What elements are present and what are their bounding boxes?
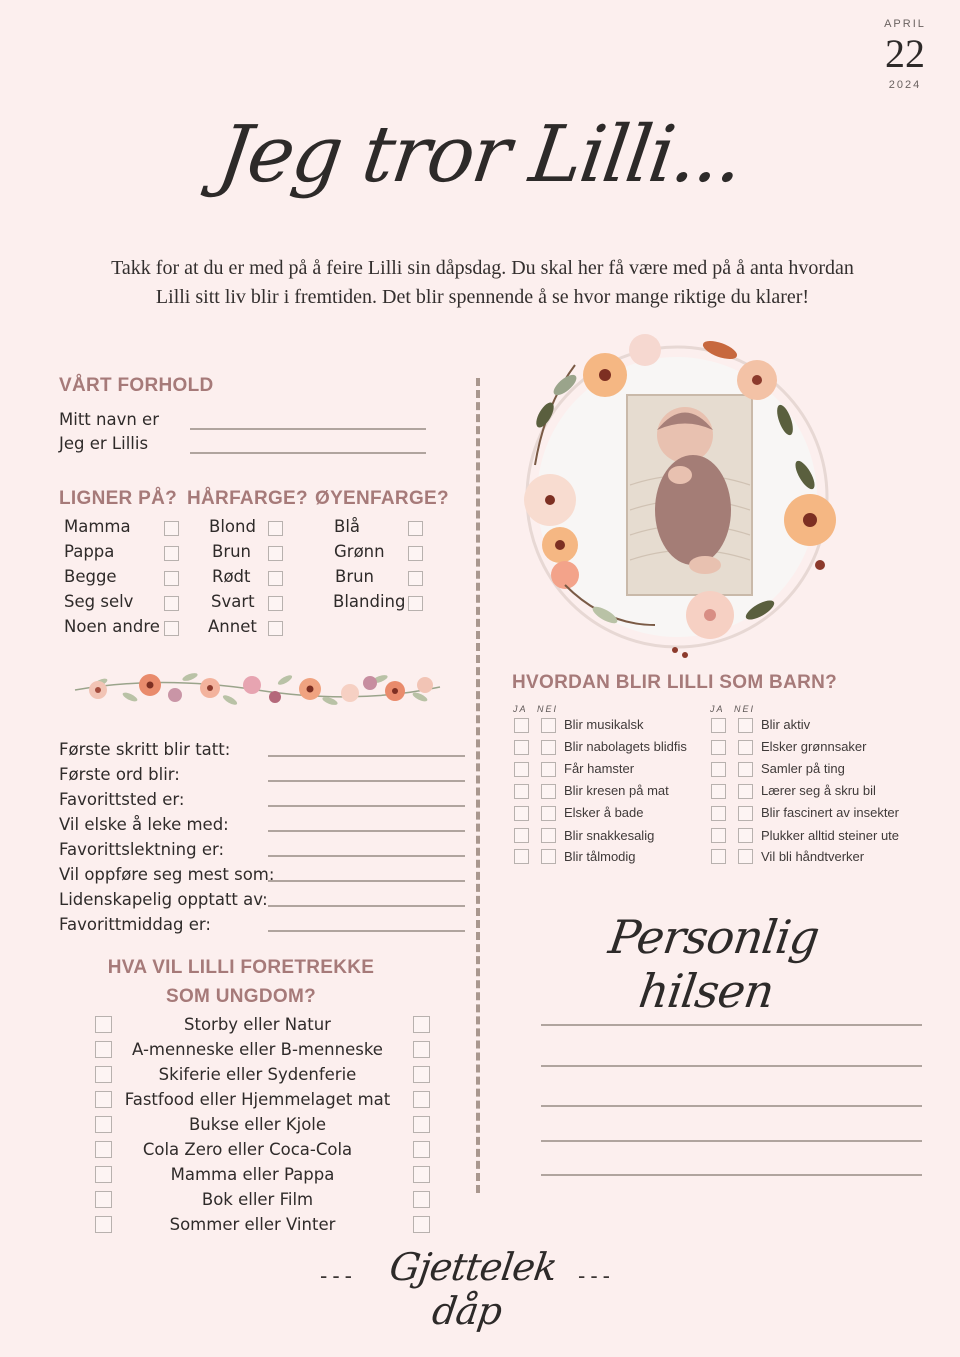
relationship-field-line[interactable]	[190, 452, 426, 454]
child-yes-checkbox[interactable]	[514, 784, 529, 799]
youth-checkbox-right[interactable]	[413, 1091, 430, 1108]
trait-option-label: Blond	[209, 517, 256, 536]
trait-option-label: Brun	[212, 542, 252, 561]
youth-option: A-menneske eller B-menneske	[132, 1040, 383, 1059]
child-heading: HVORDAN BLIR LILLI SOM BARN?	[512, 672, 838, 693]
relationship-field-label: Mitt navn er	[59, 410, 159, 429]
youth-option: Bok eller Film	[201, 1190, 314, 1209]
trait-option-label: Annet	[208, 617, 257, 636]
trait-option-label: Grønn	[334, 542, 385, 561]
child-item-label: Vil bli håndtverker	[761, 849, 865, 864]
trait-option-label: Pappa	[64, 542, 115, 561]
child-yes-checkbox[interactable]	[711, 849, 726, 864]
trait-option-label: Brun	[335, 567, 375, 586]
yes-label-right: JA	[710, 704, 725, 714]
prediction-line[interactable]	[268, 880, 465, 882]
trait-checkbox[interactable]	[268, 546, 283, 561]
greeting-line[interactable]	[541, 1105, 922, 1107]
youth-checkbox-left[interactable]	[95, 1091, 112, 1108]
youth-checkbox-left[interactable]	[95, 1191, 112, 1208]
trait-checkbox[interactable]	[268, 596, 283, 611]
trait-option-label: Rødt	[212, 567, 251, 586]
prediction-label: Vil elske å leke med:	[59, 815, 229, 834]
youth-checkbox-right[interactable]	[413, 1141, 430, 1158]
child-no-checkbox[interactable]	[541, 784, 556, 799]
youth-checkbox-left[interactable]	[95, 1216, 112, 1233]
youth-heading: HVA VIL LILLI FORETREKKE	[107, 957, 375, 978]
youth-option: Skiferie eller Sydenferie	[158, 1065, 357, 1084]
youth-checkbox-right[interactable]	[413, 1216, 430, 1233]
child-yes-checkbox[interactable]	[514, 762, 529, 777]
trait-checkbox[interactable]	[408, 546, 423, 561]
prediction-label: Favorittsted er:	[59, 790, 185, 809]
trait-option-label: Blanding	[333, 592, 406, 611]
youth-option: Sommer eller Vinter	[169, 1215, 336, 1234]
prediction-label: Favorittslektning er:	[59, 840, 225, 859]
prediction-label: Vil oppføre seg mest som:	[59, 865, 275, 884]
child-yes-checkbox[interactable]	[514, 718, 529, 733]
trait-checkbox[interactable]	[164, 571, 179, 586]
yes-label-left: JA	[513, 704, 528, 714]
child-no-checkbox[interactable]	[738, 828, 753, 843]
child-no-checkbox[interactable]	[541, 828, 556, 843]
trait-checkbox[interactable]	[164, 621, 179, 636]
youth-checkbox-right[interactable]	[413, 1191, 430, 1208]
column-divider	[476, 378, 480, 1193]
intro-text: Takk for at du er med på å feire Lilli sin dåpsdag. Du skal her få være med på å anta hvordan Lilli sitt liv blir i fremtiden. Det blir spennende å se hvor mange riktige du klarer!	[111, 257, 854, 308]
child-yes-checkbox[interactable]	[514, 740, 529, 755]
child-yes-checkbox[interactable]	[711, 828, 726, 843]
child-yes-checkbox[interactable]	[711, 740, 726, 755]
trait-option-label: Svart	[211, 592, 255, 611]
no-label-right: NEI	[734, 704, 756, 714]
prediction-line[interactable]	[268, 830, 465, 832]
child-yes-checkbox[interactable]	[514, 828, 529, 843]
trait-checkbox[interactable]	[408, 521, 423, 536]
greeting-line[interactable]	[541, 1024, 922, 1026]
youth-option: Storby eller Natur	[184, 1015, 331, 1034]
child-no-checkbox[interactable]	[738, 784, 753, 799]
child-item-label: Blir kresen på mat	[564, 783, 669, 798]
greeting-title: Personlig hilsen	[605, 910, 823, 1018]
prediction-label: Første ord blir:	[59, 765, 180, 784]
youth-checkbox-right[interactable]	[413, 1016, 430, 1033]
trait-option-label: Mamma	[64, 517, 131, 536]
youth-checkbox-right[interactable]	[413, 1116, 430, 1133]
child-item-label: Elsker grønnsaker	[761, 739, 867, 754]
child-no-checkbox[interactable]	[738, 762, 753, 777]
child-item-label: Elsker å bade	[564, 805, 644, 820]
trait-option-label: Noen andre	[64, 617, 160, 636]
trait-option-label: Seg selv	[64, 592, 134, 611]
child-no-checkbox[interactable]	[541, 740, 556, 755]
youth-checkbox-left[interactable]	[95, 1116, 112, 1133]
child-yes-checkbox[interactable]	[711, 784, 726, 799]
page-title: Jeg tror Lilli...	[212, 110, 748, 200]
child-yes-checkbox[interactable]	[711, 806, 726, 821]
child-item-label: Blir tålmodig	[564, 849, 636, 864]
greeting-line[interactable]	[541, 1140, 922, 1142]
trait-checkbox[interactable]	[268, 521, 283, 536]
trait-checkbox[interactable]	[408, 596, 423, 611]
youth-option: Cola Zero eller Coca-Cola	[142, 1140, 353, 1159]
prediction-line[interactable]	[268, 905, 465, 907]
child-item-label: Får hamster	[564, 761, 635, 776]
no-label-left: NEI	[537, 704, 559, 714]
trait-option-label: Blå	[334, 517, 361, 536]
prediction-label: Lidenskapelig opptatt av:	[59, 890, 268, 909]
baby-photo-wreath	[505, 325, 850, 670]
child-item-label: Blir snakkesalig	[564, 828, 655, 843]
child-no-checkbox[interactable]	[541, 762, 556, 777]
child-no-checkbox[interactable]	[738, 849, 753, 864]
youth-checkbox-right[interactable]	[413, 1166, 430, 1183]
relationship-heading: VÅRT FORHOLD	[59, 375, 214, 396]
youth-heading-line2: SOM UNGDOM?	[165, 986, 316, 1007]
youth-checkbox-right[interactable]	[413, 1066, 430, 1083]
prediction-line[interactable]	[268, 780, 465, 782]
child-item-label: Blir fascinert av insekter	[761, 805, 899, 820]
greeting-line[interactable]	[541, 1065, 922, 1067]
trait-checkbox[interactable]	[408, 571, 423, 586]
relationship-field-line[interactable]	[190, 428, 426, 430]
prediction-label: Favorittmiddag er:	[59, 915, 211, 934]
child-item-label: Blir nabolagets blidfis	[564, 739, 687, 754]
youth-option: Bukse eller Kjole	[188, 1115, 327, 1134]
youth-checkbox-left[interactable]	[95, 1016, 112, 1033]
trait-checkbox[interactable]	[164, 546, 179, 561]
date-month: APRIL	[884, 18, 926, 30]
child-item-label: Blir musikalsk	[564, 717, 644, 732]
eye-color-heading: ØYENFARGE?	[315, 488, 449, 509]
child-item-label: Blir aktiv	[761, 717, 811, 732]
child-yes-checkbox[interactable]	[711, 762, 726, 777]
child-item-label: Plukker alltid steiner ute	[761, 828, 900, 843]
child-no-checkbox[interactable]	[738, 806, 753, 821]
youth-checkbox-right[interactable]	[413, 1041, 430, 1058]
child-no-checkbox[interactable]	[738, 718, 753, 733]
trait-checkbox[interactable]	[164, 596, 179, 611]
trait-option-label: Begge	[64, 567, 117, 586]
greeting-line[interactable]	[541, 1174, 922, 1176]
prediction-line[interactable]	[268, 805, 465, 807]
child-item-label: Samler på ting	[761, 761, 845, 776]
child-no-checkbox[interactable]	[541, 806, 556, 821]
looks-like-heading: LIGNER PÅ?	[59, 488, 178, 509]
youth-option: Mamma eller Pappa	[170, 1165, 335, 1184]
child-no-checkbox[interactable]	[738, 740, 753, 755]
youth-checkbox-left[interactable]	[95, 1041, 112, 1058]
prediction-label: Første skritt blir tatt:	[59, 740, 231, 759]
prediction-line[interactable]	[268, 755, 465, 757]
youth-checkbox-left[interactable]	[95, 1166, 112, 1183]
child-yes-checkbox[interactable]	[514, 849, 529, 864]
floral-garland-illustration	[70, 655, 445, 725]
trait-checkbox[interactable]	[268, 571, 283, 586]
date-year: 2024	[888, 79, 922, 91]
prediction-line[interactable]	[268, 855, 465, 857]
footer-dashes-right: ---	[578, 1263, 615, 1288]
footer-text: Gjettelek dåp	[386, 1245, 560, 1333]
hair-color-heading: HÅRFARGE?	[187, 488, 308, 509]
youth-option: Fastfood eller Hjemmelaget mat	[124, 1090, 391, 1109]
trait-checkbox[interactable]	[268, 621, 283, 636]
child-yes-checkbox[interactable]	[711, 718, 726, 733]
relationship-field-label: Jeg er Lillis	[59, 434, 149, 453]
trait-checkbox[interactable]	[164, 521, 179, 536]
child-no-checkbox[interactable]	[541, 849, 556, 864]
child-item-label: Lærer seg å skru bil	[761, 783, 876, 798]
footer-dashes-left: ---	[320, 1263, 357, 1288]
date-day: 22	[885, 31, 925, 76]
prediction-line[interactable]	[268, 930, 465, 932]
child-yes-checkbox[interactable]	[514, 806, 529, 821]
child-no-checkbox[interactable]	[541, 718, 556, 733]
